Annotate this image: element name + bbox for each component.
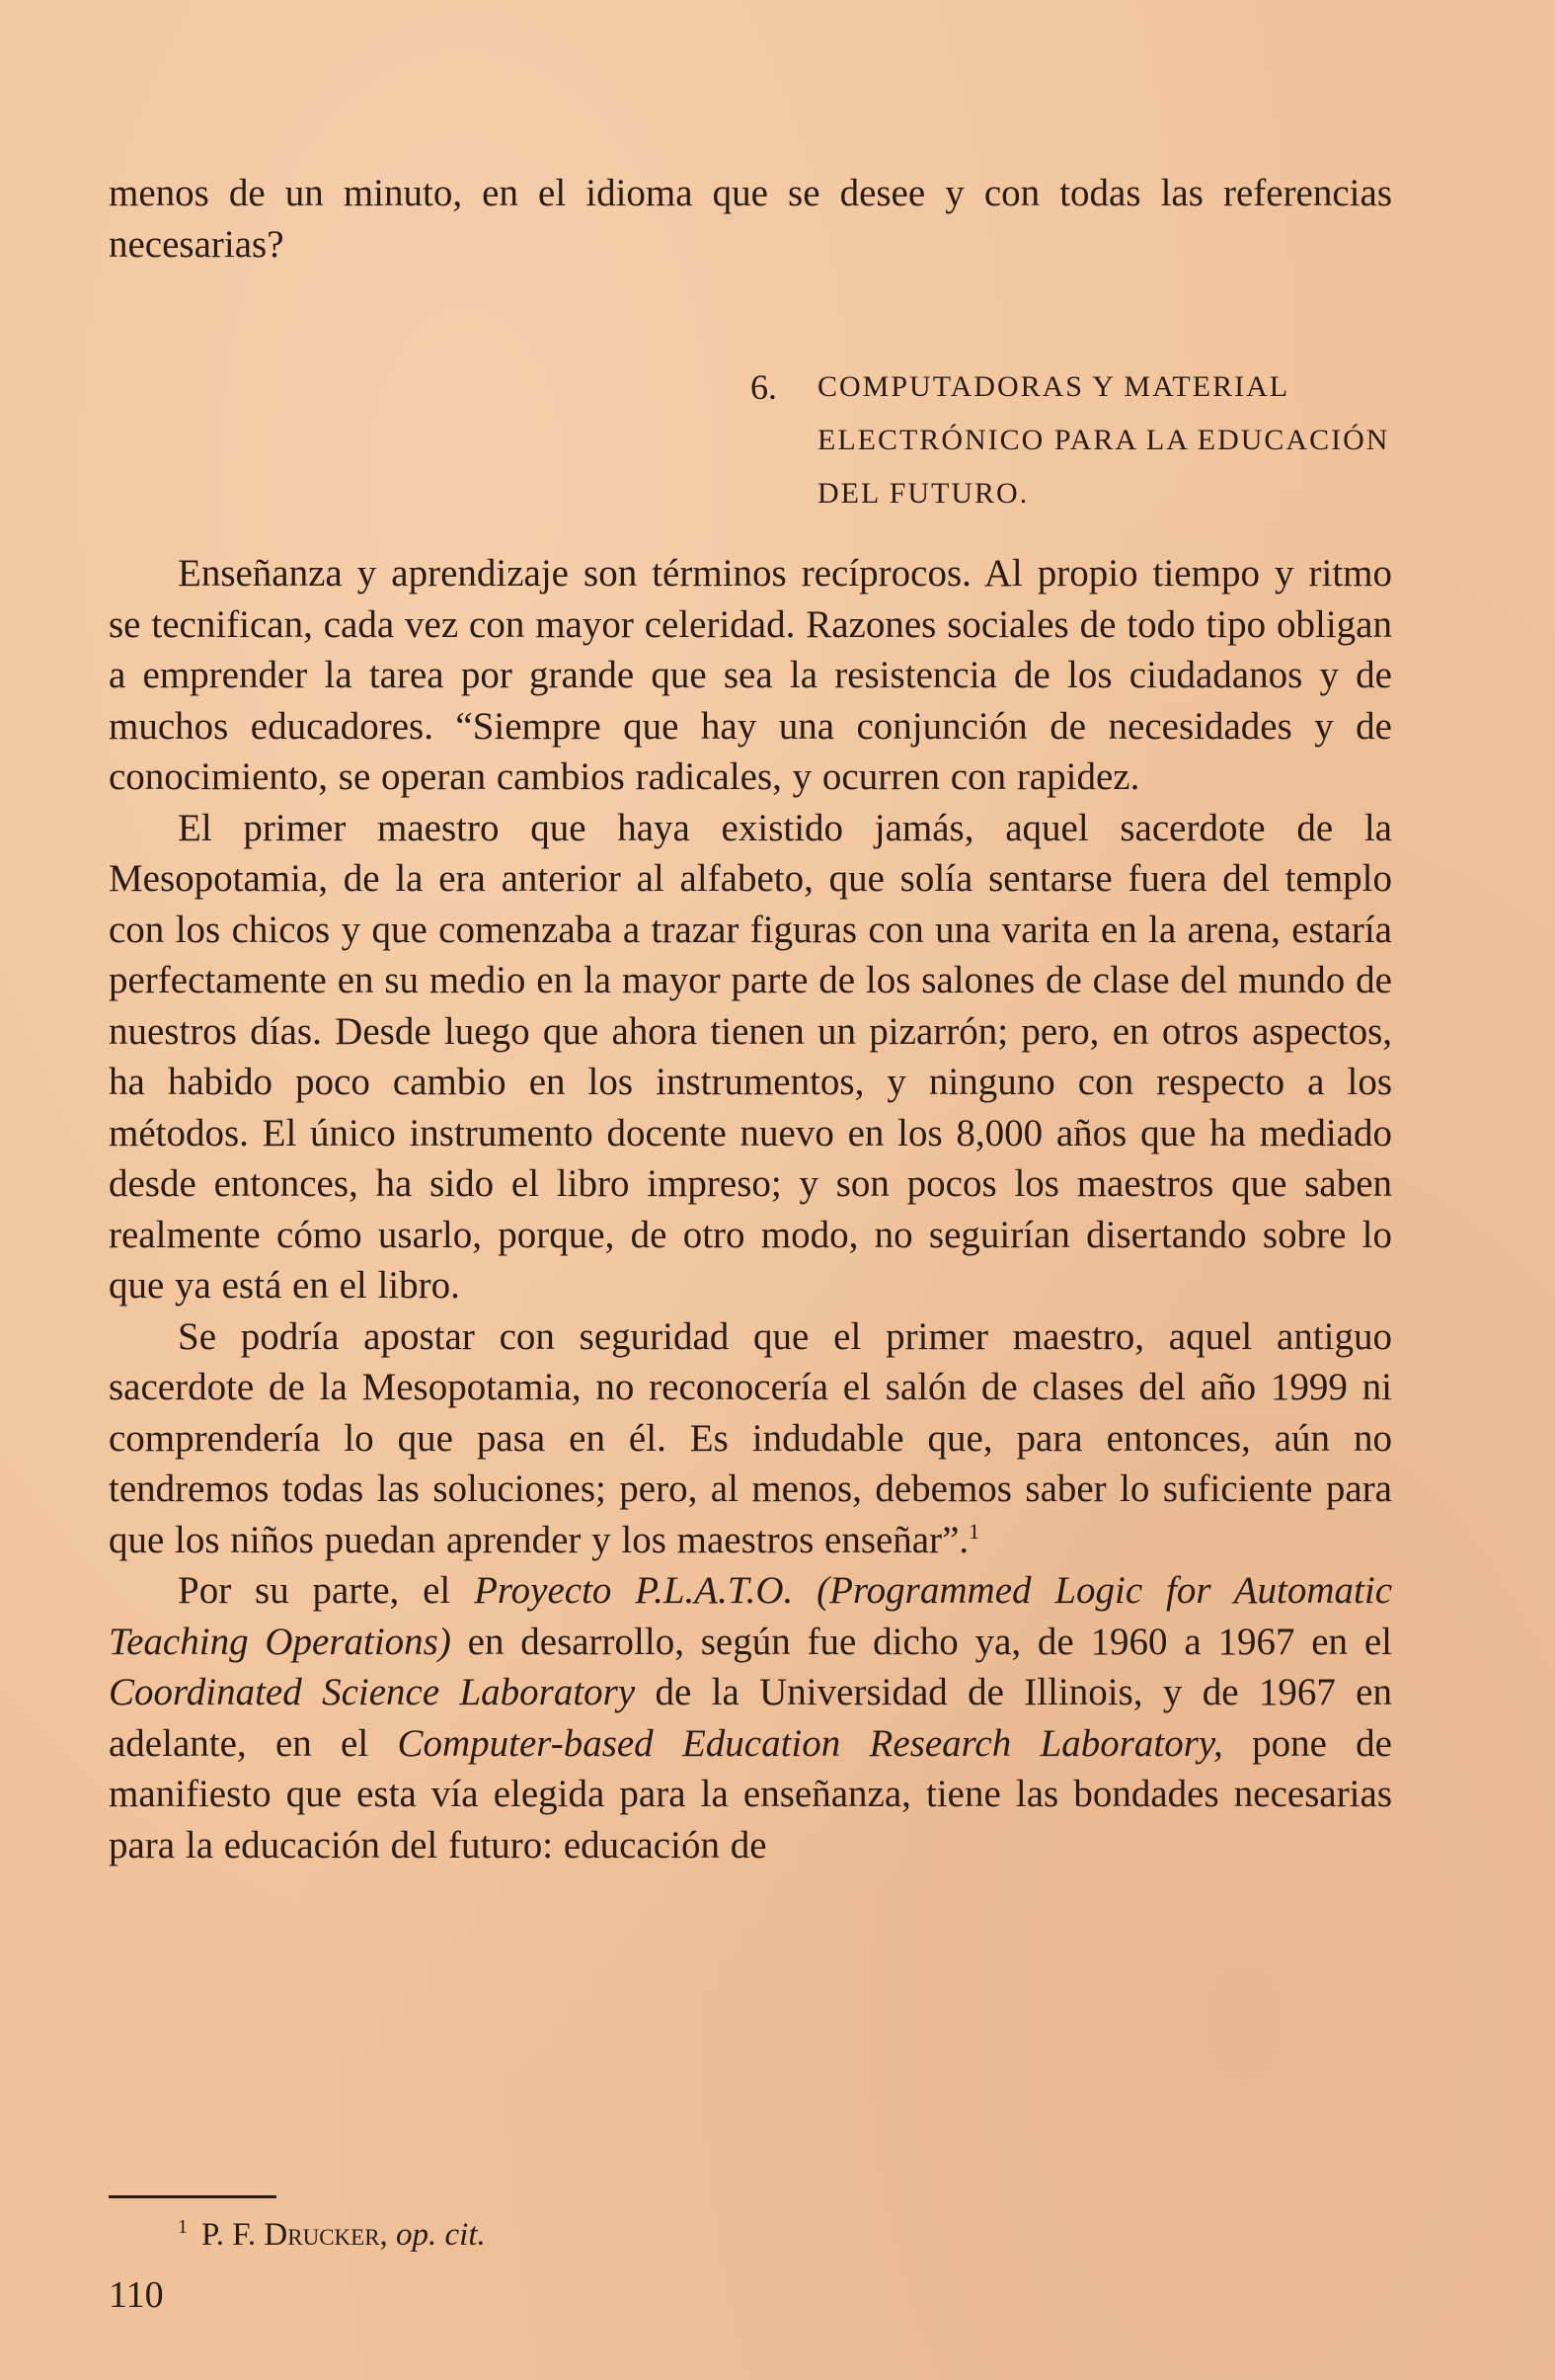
paragraph-4-text-4: pone de manifiesto que esta vía elegida para la enseñanza, tiene las bondades necesarias para la educación del futuro: educación de bbox=[109, 1721, 1392, 1866]
footnote-reference: 1 bbox=[969, 1518, 980, 1544]
paragraph-3 bbox=[109, 1311, 1392, 1566]
footnote bbox=[178, 2206, 486, 2256]
plato-project-name: Proyecto P.L.A.T.O. (Programmed Logic for Automatic Teaching Operations) bbox=[109, 1569, 1393, 1663]
paragraph-4-text-2: en desarrollo, según fue dicho ya, de 1960 a 1967 en el bbox=[450, 1620, 1392, 1663]
paragraph-4-text-3: de la Universidad de Illinois, y de 1967 en adelante, en el bbox=[109, 1671, 1392, 1765]
footnote-citation: op. cit. bbox=[396, 2217, 486, 2253]
footnote-divider bbox=[109, 2195, 276, 2198]
paragraph-3-text: Se podría apostar con seguridad que el primer maestro, aquel antiguo sacerdote de la Mesopotamia, no reconocería el salón de clases del año 1999 ni comprendería lo que pasa en él. Es indudable que, para entonces, aún no tendremos todas las soluciones; pero, al menos, debemos saber lo suficiente para que los niños puedan aprender y los maestros enseñar”. bbox=[109, 1314, 1392, 1561]
footnote-marker: 1 bbox=[178, 2216, 188, 2238]
footnote-author: P. F. Drucker, bbox=[201, 2217, 388, 2253]
page-number: 110 bbox=[109, 2274, 164, 2316]
coordinated-science-lab: Coordinated Science Laboratory bbox=[109, 1671, 636, 1713]
section-title: COMPUTADORAS Y MATERIAL ELECTRÓNICO PARA LA EDUCACIÓN DEL FUTURO. bbox=[817, 370, 1390, 510]
section-number: 6. bbox=[750, 367, 777, 407]
paragraph-4 bbox=[109, 1565, 1392, 1870]
intro-paragraph: menos de un minuto, en el idioma que se desee y con todas las referencias necesarias? bbox=[109, 172, 1392, 266]
paragraph-2: El primer maestro que haya existido jamás, aquel sacerdote de la Mesopotamia, de la era anterior al alfabeto, que solía sentarse fuera del templo con los chicos y que comenzaba a trazar figuras con una varita en la arena, estaría perfectamente en su medio en la mayor parte de los salones de clase del mundo de nuestros días. Desde luego que ahora tienen un pizarrón; pero, en otros aspectos, ha habido poco cambio en los instrumentos, y ninguno con respecto a los métodos. El único instrumento docente nuevo en los 8,000 años que ha mediado desde entonces, ha sido el libro impreso; y son pocos los maestros que saben realmente cómo usarlo, porque, de otro modo, no seguirían disertando sobre lo que ya está en el libro. bbox=[109, 806, 1392, 1307]
computer-based-education-lab: Computer-based Education Research Laboratory, bbox=[397, 1721, 1223, 1765]
paragraph-1: Enseñanza y aprendizaje son términos recíprocos. Al propio tiempo y ritmo se tecnifican, cada vez con mayor celeridad. Razones sociales de todo tipo obligan a emprender la tarea por grande que sea la resistencia de los ciudadanos y de muchos educadores. “Siempre que hay una conjunción de necesidades y de conocimiento, se operan cambios radicales, y ocurren con rapidez. bbox=[109, 552, 1392, 798]
body-text bbox=[109, 548, 1392, 1870]
paragraph-4-text-1: Por su parte, el bbox=[178, 1569, 475, 1612]
section-heading bbox=[750, 360, 1392, 520]
